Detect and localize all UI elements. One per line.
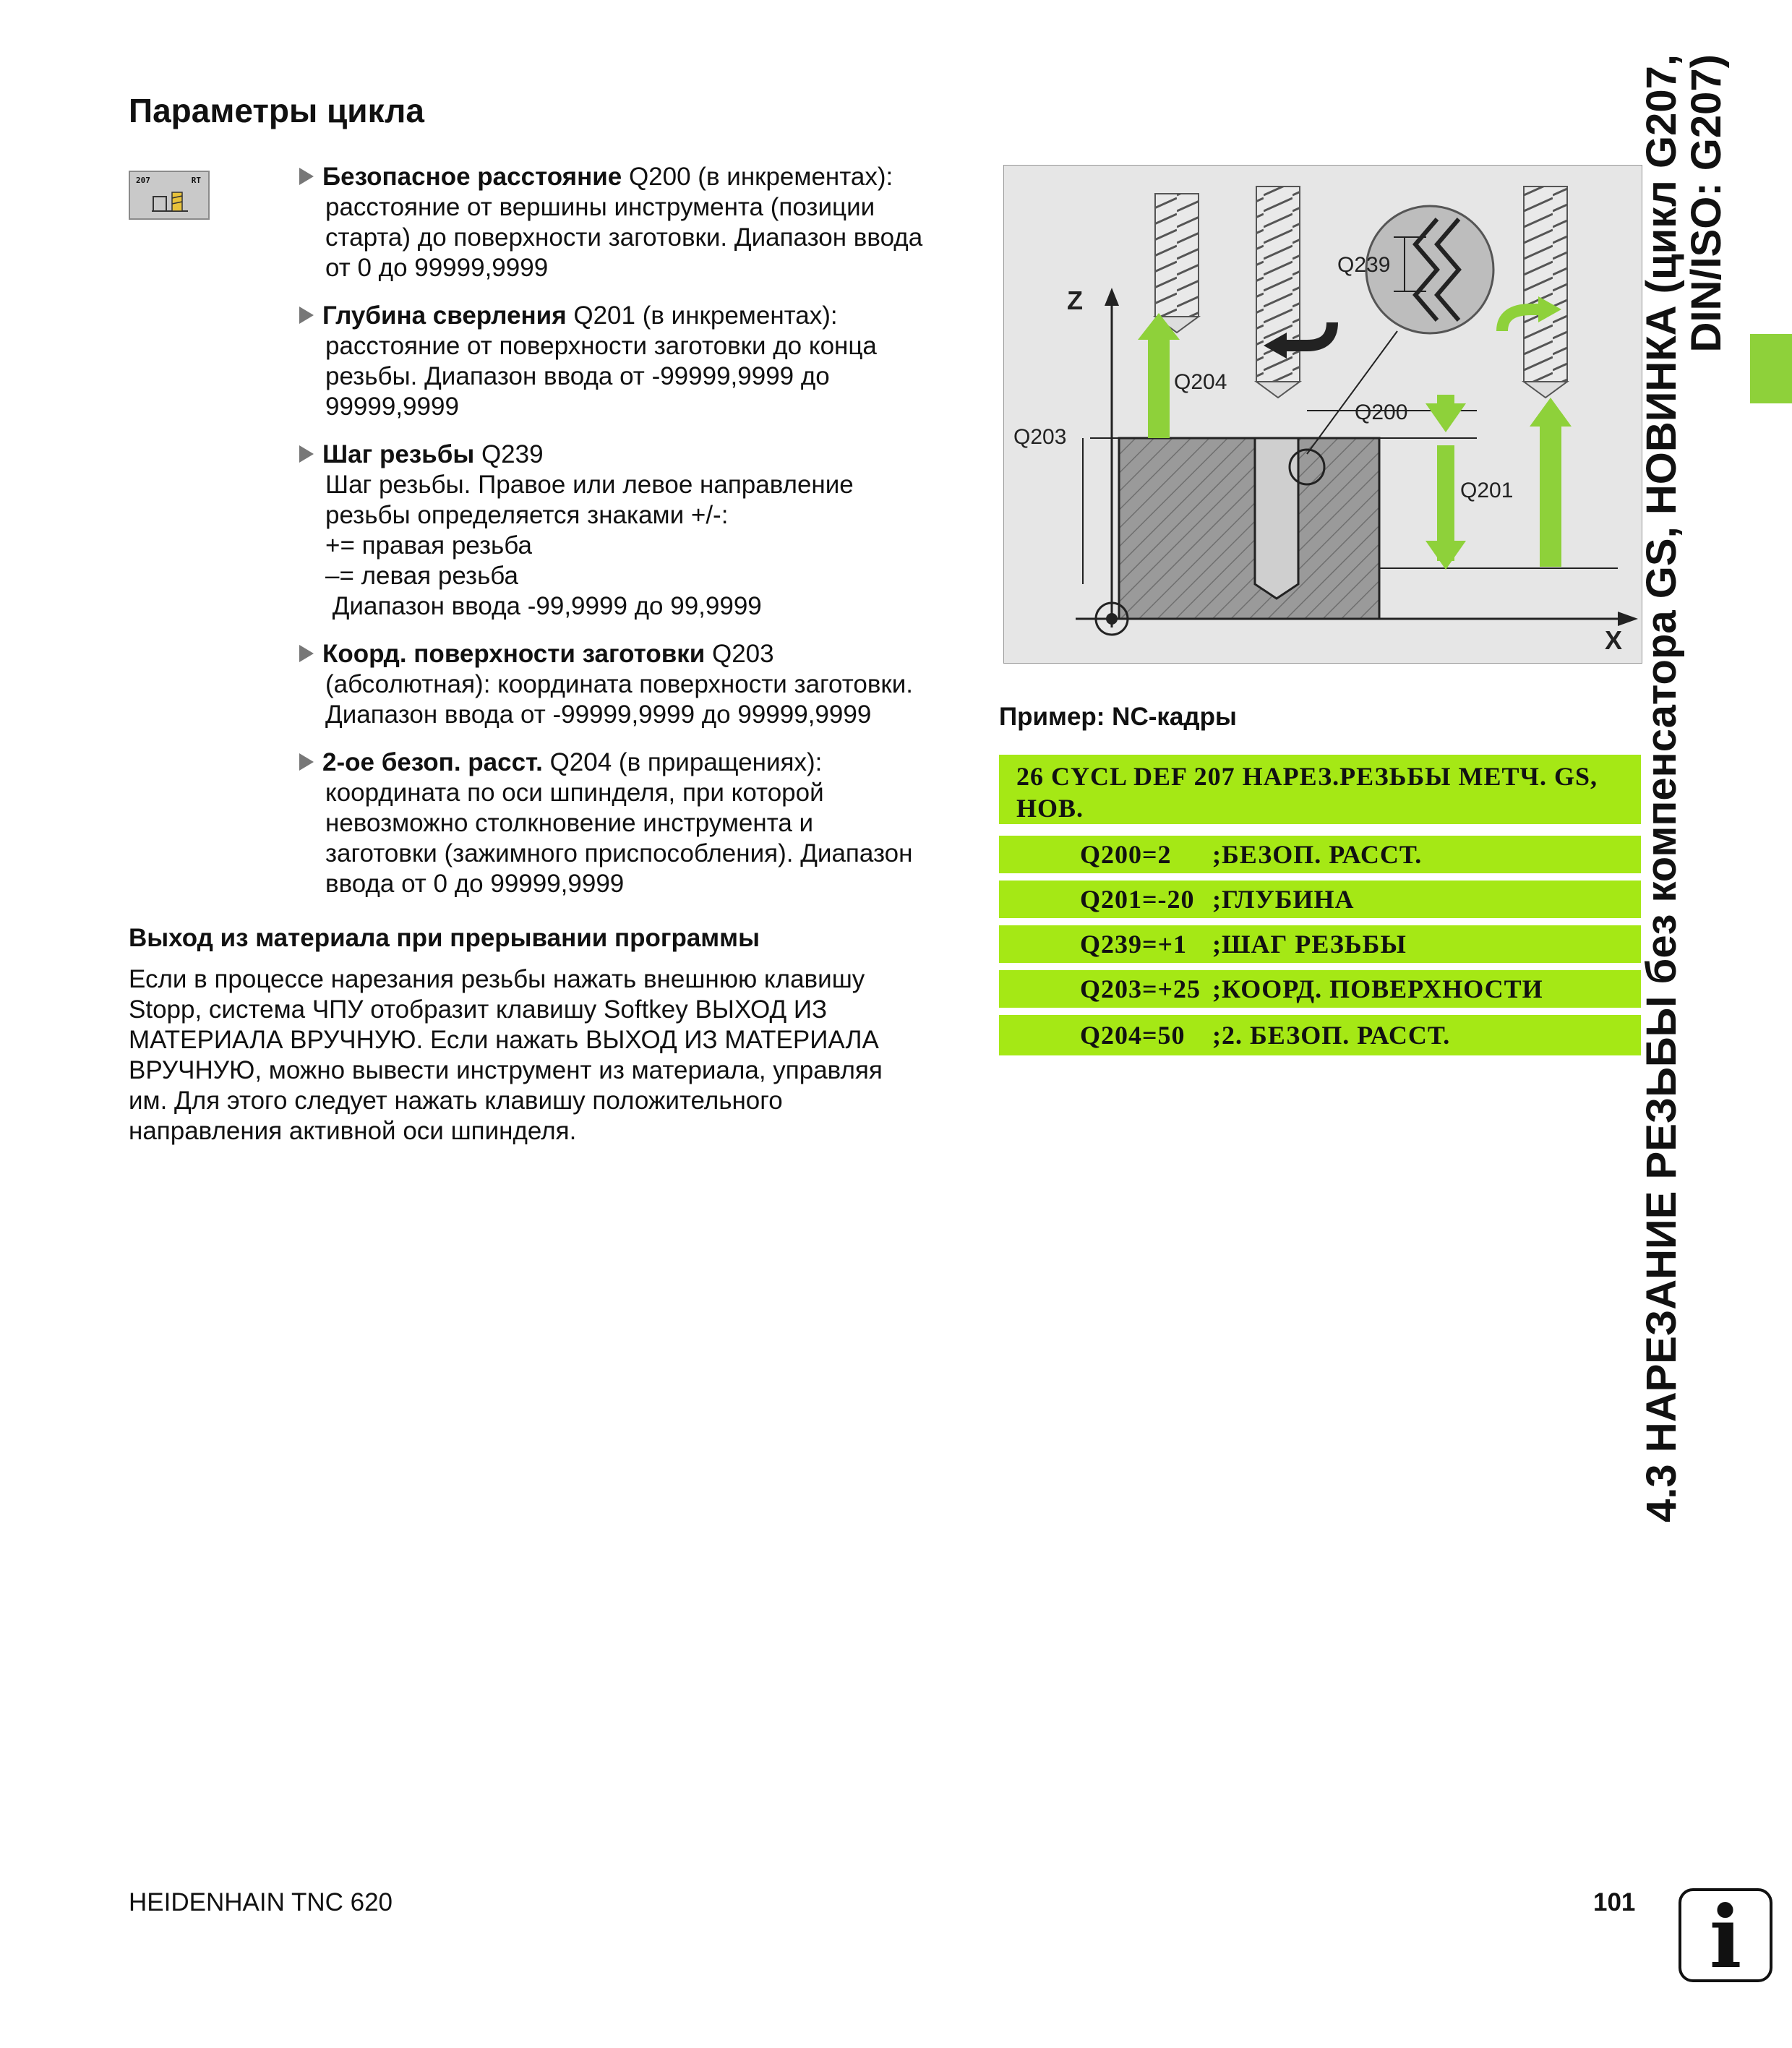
param-text: –= левая резьба — [325, 562, 519, 590]
side-title-line: DIN/ISO: G207) — [1683, 54, 1730, 353]
info-icon — [1679, 1887, 1772, 1987]
param-text: 99999,9999 — [325, 393, 459, 421]
param-text: невозможно столкновение инструмента и — [325, 809, 814, 837]
nc-row — [999, 1015, 1641, 1055]
tapping-cycle-diagram — [1003, 165, 1642, 664]
param-text: Диапазон ввода -99,9999 до 99,9999 — [325, 592, 762, 620]
param-text: старта) до поверхности заготовки. Диапазон ввода — [325, 223, 923, 252]
info-glyph: i — [1709, 1887, 1742, 1987]
example-label: Пример: NC-кадры — [999, 703, 1237, 731]
param-text: Диапазон ввода от -99999,9999 до 99999,9999 — [325, 700, 872, 729]
page-number: 101 — [1593, 1888, 1636, 1916]
param-q201 — [299, 301, 964, 422]
tapped-hole — [1255, 438, 1298, 599]
q239-label: Q239 — [1337, 253, 1391, 277]
nc-comment: ;ГЛУБИНА — [1212, 885, 1355, 914]
exit-line: МАТЕРИАЛА ВРУЧНУЮ. Если нажать ВЫХОД ИЗ МАТЕРИАЛА — [129, 1026, 879, 1054]
param-name: 2-ое безоп. расст. — [322, 748, 543, 776]
param-text: ввода от 0 до 99999,9999 — [325, 870, 625, 898]
exit-line: направления активной оси шпинделя. — [129, 1117, 577, 1145]
softkey-number: 207 — [136, 176, 150, 185]
bullet-triangle-icon — [299, 645, 314, 662]
nc-line: НОВ. — [1016, 794, 1084, 823]
nc-row — [999, 881, 1641, 918]
q204-arrow — [1148, 338, 1170, 438]
param-text: (абсолютная): координата поверхности заготовки. — [325, 670, 914, 698]
q201-label: Q201 — [1460, 479, 1514, 502]
exit-line: Stopp, система ЧПУ отобразит клавишу Softkey ВЫХОД ИЗ — [129, 995, 828, 1024]
cycle-207-softkey-icon — [129, 171, 210, 220]
exit-line: им. Для этого следует нажать клавишу положительного — [129, 1087, 783, 1115]
param-text: резьбы определяется знаками +/-: — [325, 501, 729, 529]
exit-line: ВРУЧНУЮ, можно вывести инструмент из материала, управляя — [129, 1056, 883, 1084]
param-text: координата по оси шпинделя, при которой — [325, 779, 824, 807]
q200-label: Q200 — [1355, 400, 1408, 424]
bullet-triangle-icon — [299, 753, 314, 771]
chapter-tab-marker — [1750, 334, 1792, 403]
param-text: += правая резьба — [325, 531, 532, 560]
nc-comment: ;2. БЕЗОП. РАССТ. — [1212, 1021, 1451, 1050]
nc-row — [999, 836, 1641, 873]
param-text: расстояние от вершины инструмента (позиции — [325, 193, 875, 221]
bullet-triangle-icon — [299, 168, 314, 185]
workpiece — [1119, 438, 1379, 619]
param-code: Q201 (в инкрементах): — [566, 301, 838, 330]
bullet-triangle-icon — [299, 307, 314, 324]
param-name: Коорд. поверхности заготовки — [322, 640, 706, 668]
chapter-side-title — [1639, 54, 1729, 1789]
return-arrow — [1540, 424, 1561, 567]
nc-param: Q200=2 — [1080, 840, 1172, 869]
bullet-triangle-icon — [299, 445, 314, 463]
nc-comment: ;КООРД. ПОВЕРХНОСТИ — [1212, 974, 1543, 1003]
param-q203 — [299, 639, 964, 730]
nc-param: Q239=+1 — [1080, 930, 1188, 959]
footer-product: HEIDENHAIN TNC 620 — [129, 1888, 393, 1916]
nc-param: Q204=50 — [1080, 1021, 1186, 1050]
z-label: Z — [1067, 286, 1083, 315]
param-q239 — [299, 440, 964, 622]
exit-paragraph — [129, 964, 967, 1147]
q203-label: Q203 — [1013, 425, 1067, 449]
x-label: X — [1605, 625, 1623, 655]
nc-comment: ;ШАГ РЕЗЬБЫ — [1212, 930, 1407, 959]
q204-label: Q204 — [1174, 370, 1227, 394]
param-code: Q203 — [705, 640, 774, 668]
param-text: резьбы. Диапазон ввода от -99999,9999 до — [325, 362, 830, 390]
nc-row — [999, 925, 1641, 963]
param-q200 — [299, 162, 964, 283]
param-code: Q200 (в инкрементах): — [622, 163, 893, 191]
exit-heading: Выход из материала при прерывании программы — [129, 924, 760, 952]
nc-line: 26 CYCL DEF 207 НАРЕЗ.РЕЗЬБЫ МЕТЧ. GS, — [1016, 762, 1598, 791]
param-text: расстояние от поверхности заготовки до конца — [325, 332, 877, 360]
param-text: заготовки (зажимного приспособления). Диапазон — [325, 839, 913, 867]
nc-param: Q203=+25 — [1080, 974, 1201, 1003]
softkey-rt: RT — [191, 176, 201, 185]
param-name: Безопасное расстояние — [322, 163, 622, 191]
nc-param: Q201=-20 — [1080, 885, 1195, 914]
page-title: Параметры цикла — [129, 92, 424, 129]
nc-row — [999, 970, 1641, 1008]
param-code: Q204 (в приращениях): — [542, 748, 823, 776]
nc-comment: ;БЕЗОП. РАССТ. — [1212, 840, 1423, 869]
param-text: Шаг резьбы. Правое или левое направление — [325, 471, 854, 499]
nc-block-header — [999, 755, 1641, 824]
param-q204 — [299, 747, 964, 899]
side-title-line: 4.3 НАРЕЗАНИЕ РЕЗЬБЫ без компенсатора GS, НОВИНКА (цикл G207, — [1638, 54, 1685, 1522]
tapping-glyph — [130, 172, 208, 218]
param-name: Глубина сверления — [322, 301, 567, 330]
tap-tool-icon — [1524, 187, 1567, 382]
param-code: Q239 — [474, 440, 544, 468]
tap-tool-icon — [1155, 194, 1199, 317]
param-name: Шаг резьбы — [322, 440, 475, 468]
param-text: от 0 до 99999,9999 — [325, 254, 549, 282]
exit-line: Если в процессе нарезания резьбы нажать внешнюю клавишу — [129, 965, 865, 993]
